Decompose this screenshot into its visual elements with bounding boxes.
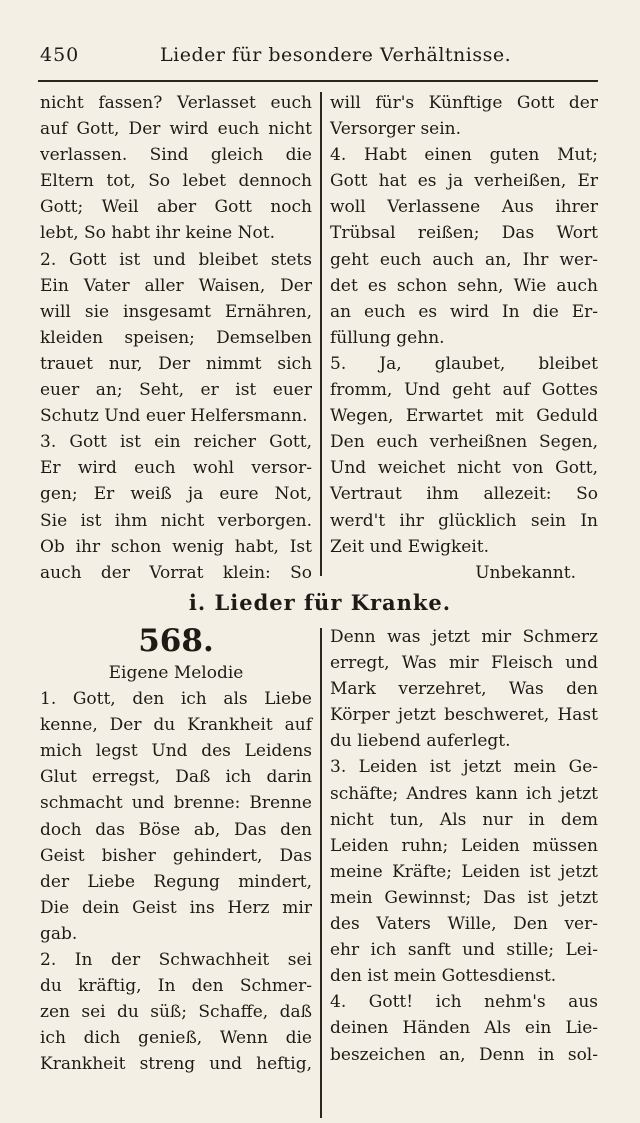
bottom-right-column: [330, 624, 598, 1068]
text-line: Die dein Geist ins Herz mir: [40, 897, 312, 918]
text-line: det es schon sehn, Wie auch: [330, 275, 598, 296]
melody-label: Eigene Melodie: [108, 663, 244, 683]
text-line: ich dich genieß, Wenn die: [40, 1028, 312, 1049]
text-line: Zeit und Ewigkeit.: [330, 536, 490, 557]
text-line: 2. Gott ist und bleibet stets: [40, 249, 312, 270]
text-line: Wegen, Erwartet mit Geduld: [330, 406, 598, 427]
text-line: Gott; Weil aber Gott noch: [40, 197, 312, 218]
section-title: i. Lieder für Kranke.: [188, 590, 452, 615]
page-header: [40, 40, 600, 74]
text-line: Den euch verheißnen Segen,: [330, 432, 598, 453]
text-line: verlassen. Sind gleich die: [40, 145, 312, 166]
text-line: Denn was jetzt mir Schmerz: [330, 627, 598, 647]
text-line: woll Verlassene Aus ihrer: [330, 197, 598, 218]
text-line: füllung gehn.: [330, 327, 445, 348]
text-line: Eltern tot, So lebet dennoch: [40, 171, 312, 192]
text-line: will für's Künftige Gott der: [330, 93, 598, 113]
text-line: gab.: [40, 923, 78, 944]
text-line: lebt, So habt ihr keine Not.: [40, 223, 275, 244]
text-line: schäfte; Andres kann ich jetzt: [330, 783, 598, 804]
text-line: auch der Vorrat klein: So: [40, 562, 312, 583]
text-line: deinen Händen Als ein Lie-: [330, 1018, 598, 1039]
text-line: geht euch auch an, Ihr wer-: [330, 249, 598, 270]
bottom-left-column: [40, 622, 312, 1078]
text-line: doch das Böse ab, Das den: [40, 819, 312, 840]
text-line: mein Gewinnst; Das ist jetzt: [330, 887, 598, 908]
text-line: Ein Vater aller Waisen, Der: [40, 275, 312, 296]
text-line: Ob ihr schon wenig habt, Ist: [40, 536, 312, 557]
text-line: Schutz Und euer Helfersmann.: [40, 406, 308, 427]
top-left-column: [40, 90, 312, 586]
text-line: nicht fassen? Verlasset euch: [40, 93, 312, 113]
author-attribution: Unbekannt.: [475, 562, 576, 583]
text-line: will sie insgesamt Ernähren,: [40, 301, 312, 322]
text-line: 3. Leiden ist jetzt mein Ge-: [330, 757, 598, 778]
header-rule: [38, 80, 598, 82]
text-line: Sie ist ihm nicht verborgen.: [40, 510, 312, 531]
text-line: du kräftig, In den Schmer-: [40, 976, 312, 997]
text-line: 1. Gott, den ich als Liebe: [40, 689, 312, 710]
text-line: ehr ich sanft und stille; Lei-: [330, 940, 598, 961]
running-title: Lieder für besondere Verhältnisse.: [160, 44, 512, 66]
bottom-left-lines: [40, 686, 312, 1077]
text-line: 5. Ja, glaubet, bleibet: [330, 353, 598, 374]
text-line: kleiden speisen; Demselben: [40, 327, 312, 348]
text-line: auf Gott, Der wird euch nicht: [40, 119, 312, 140]
text-line: werd't ihr glücklich sein In: [330, 510, 598, 531]
text-line: trauet nur, Der nimmt sich: [40, 353, 312, 374]
text-line: meine Kräfte; Leiden ist jetzt: [330, 861, 598, 882]
text-line: gen; Er weiß ja eure Not,: [40, 484, 312, 505]
text-line: Er wird euch wohl versor-: [40, 458, 312, 479]
text-line: zen sei du süß; Schaffe, daß: [40, 1002, 312, 1023]
text-line: erregt, Was mir Fleisch und: [330, 653, 598, 674]
text-line: 3. Gott ist ein reicher Gott,: [40, 432, 312, 453]
text-line: Glut erregst, Daß ich darin: [40, 767, 312, 788]
text-line: des Vaters Wille, Den ver-: [330, 914, 598, 935]
page-number: 450: [40, 44, 80, 66]
text-line: Krankheit streng und heftig,: [40, 1054, 312, 1075]
text-line: 4. Gott! ich nehm's aus: [330, 992, 598, 1013]
text-line: Geist bisher gehindert, Das: [40, 845, 312, 866]
text-line: Vertraut ihm allezeit: So: [330, 484, 598, 505]
text-line: euer an; Seht, er ist euer: [40, 380, 312, 401]
text-line: Trübsal reißen; Das Wort: [330, 223, 598, 244]
text-line: beszeichen an, Denn in sol-: [330, 1044, 598, 1065]
text-line: Gott hat es ja verheißen, Er: [330, 171, 598, 192]
top-column-divider: [320, 92, 322, 576]
text-line: mich legst Und des Leidens: [40, 741, 312, 762]
text-line: an euch es wird In die Er-: [330, 301, 598, 322]
top-right-column: [330, 90, 598, 586]
text-line: schmacht und brenne: Brenne: [40, 793, 312, 814]
text-line: Mark verzehret, Was den: [330, 679, 598, 700]
text-line: Und weichet nicht von Gott,: [330, 458, 598, 479]
bottom-column-divider: [320, 628, 322, 1118]
text-line: Versorger sein.: [330, 119, 462, 140]
text-line: nicht tun, Als nur in dem: [330, 809, 598, 830]
text-line: 2. In der Schwachheit sei: [40, 950, 312, 971]
text-line: Körper jetzt beschweret, Hast: [330, 705, 598, 726]
text-line: kenne, Der du Krankheit auf: [40, 715, 312, 736]
hymn-number: 568.: [138, 623, 214, 659]
text-line: Leiden ruhn; Leiden müssen: [330, 835, 598, 856]
text-line: der Liebe Regung mindert,: [40, 871, 312, 892]
text-line: fromm, Und geht auf Gottes: [330, 380, 598, 401]
text-line: 4. Habt einen guten Mut;: [330, 145, 598, 166]
text-line: du liebend auferlegt.: [330, 731, 511, 752]
text-line: den ist mein Gottesdienst.: [330, 966, 557, 987]
